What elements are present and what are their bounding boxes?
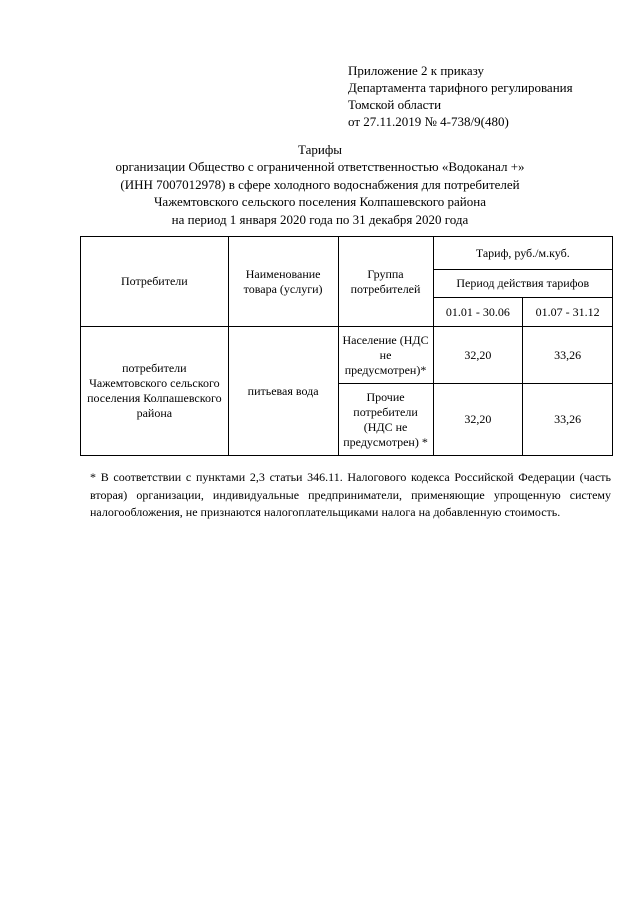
cell-product: питьевая вода (228, 327, 338, 456)
header-period: Период действия тарифов (433, 270, 612, 298)
table-header-row (81, 237, 613, 270)
heading-title: Тарифы (297, 142, 342, 157)
cell-tariff-p2: 33,26 (523, 384, 613, 456)
header-period-2: 01.07 - 31.12 (523, 298, 613, 327)
appendix-line: Департамента тарифного регулирования (348, 80, 573, 95)
cell-group: Население (НДС не предусмотрен)* (338, 327, 433, 384)
cell-consumers: потребители Чажемтовского сельского поселения Колпашевского района (81, 327, 229, 456)
cell-tariff-p1: 32,20 (433, 327, 523, 384)
heading-line: Чажемтовского сельского поселения Колпашевского района (153, 194, 486, 210)
appendix-line: от 27.11.2019 № 4-738/9(480) (348, 114, 509, 129)
cell-tariff-p1: 32,20 (433, 384, 523, 456)
header-period-1: 01.01 - 30.06 (433, 298, 523, 327)
footnote: * В соответствии с пунктами 2,3 статьи 346.11. Налогового кодекса Российской Федерации (часть вторая) организации, индивидуальные предприниматели, применяющие упрощенную систему налогообложения, не признаются налогоплательщиками налога на добавленную стоимость. (90, 470, 611, 519)
heading-line: на период 1 января 2020 года по 31 декабря 2020 года (171, 211, 469, 227)
heading-line: организации Общество с ограниченной ответственностью «Водоканал +» (115, 159, 525, 175)
appendix-block (348, 62, 618, 130)
document-heading (80, 141, 560, 228)
table-row (81, 327, 613, 384)
header-consumers: Потребители (81, 237, 229, 327)
header-product: Наименование товара (услуги) (228, 237, 338, 327)
cell-tariff-p2: 33,26 (523, 327, 613, 384)
tariff-table (80, 236, 613, 456)
heading-line: (ИНН 7007012978) в сфере холодного водоснабжения для потребителей (120, 176, 520, 192)
header-group: Группа потребителей (338, 237, 433, 327)
appendix-line: Приложение 2 к приказу (348, 63, 485, 78)
appendix-line: Томской области (348, 97, 442, 112)
header-tariff: Тариф, руб./м.куб. (433, 237, 612, 270)
cell-group: Прочие потребители (НДС не предусмотрен) * (338, 384, 433, 456)
